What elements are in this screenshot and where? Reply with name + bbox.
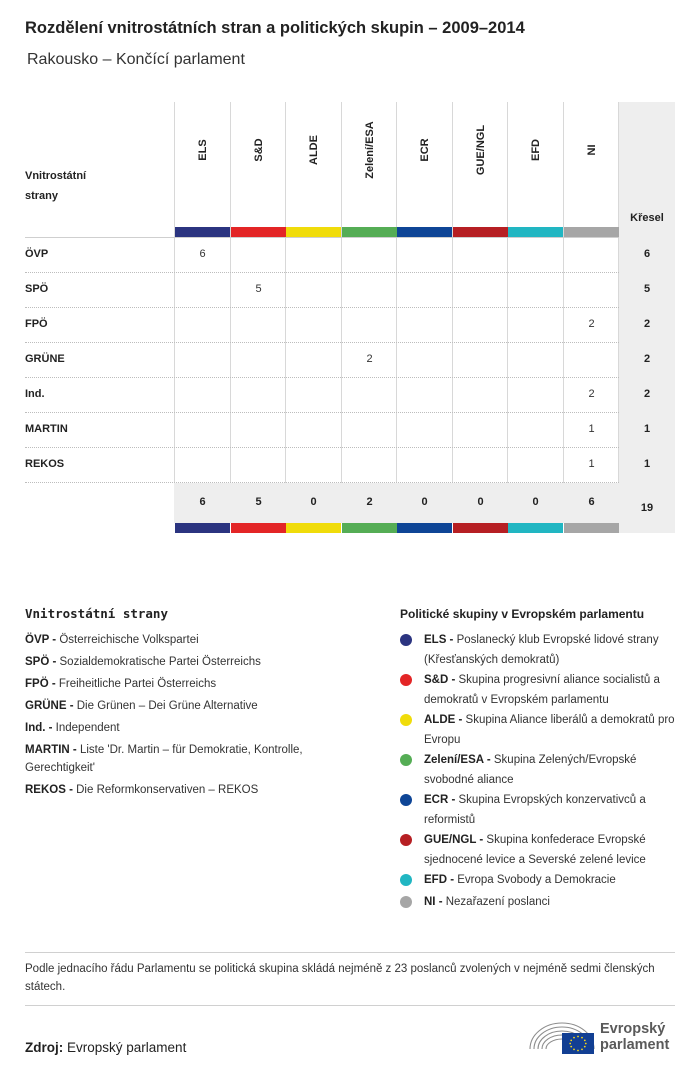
national-party-name: Liste 'Dr. Martin – für Demokratie, Kontrolle, Gerechtigkeit' xyxy=(25,744,303,774)
party-row-label: FPÖ xyxy=(25,318,48,330)
group-header-label: Zelení/ESA xyxy=(363,121,376,179)
group-color-bar xyxy=(286,227,341,237)
national-party-name: Die Reformkonservativen – REKOS xyxy=(76,784,259,796)
row-divider xyxy=(25,377,619,378)
group-header-label: NI xyxy=(585,144,598,156)
header-divider xyxy=(25,237,619,238)
table-cell: 1 xyxy=(588,458,595,470)
national-party-name: Independent xyxy=(55,722,120,734)
political-group-abbr: Zelení/ESA - xyxy=(424,754,494,766)
political-group-text xyxy=(424,750,680,790)
party-seats: 2 xyxy=(643,353,651,365)
row-divider xyxy=(25,447,619,448)
group-color-bar xyxy=(453,227,508,237)
political-group-item xyxy=(400,710,680,750)
political-group-text xyxy=(424,830,680,870)
party-seats: 2 xyxy=(643,388,651,400)
group-color-dot xyxy=(400,874,412,886)
source-line xyxy=(25,1040,186,1055)
grand-total: 19 xyxy=(640,502,654,514)
national-party-abbr: FPÖ - xyxy=(25,678,59,690)
group-color-bar xyxy=(564,227,619,237)
political-group-name: Skupina Evropských konzervativců a reformistů xyxy=(424,794,646,826)
table-cell: 2 xyxy=(588,388,595,400)
row-divider xyxy=(25,272,619,273)
table-cell: 6 xyxy=(199,248,206,260)
group-color-dot xyxy=(400,794,412,806)
national-party-abbr: SPÖ - xyxy=(25,656,60,668)
political-group-abbr: ALDE - xyxy=(424,714,466,726)
group-color-bar xyxy=(508,227,563,237)
group-color-bar-bottom xyxy=(342,523,397,533)
party-row-label: Ind. xyxy=(25,388,45,400)
group-total: 0 xyxy=(477,496,484,508)
national-party-abbr: GRÜNE - xyxy=(25,700,77,712)
group-header-label: S&D xyxy=(252,138,265,162)
group-total: 0 xyxy=(310,496,317,508)
party-row-label: MARTIN xyxy=(25,423,68,435)
group-color-bar-bottom xyxy=(175,523,230,533)
group-color-bar xyxy=(175,227,230,237)
page-subtitle: Rakousko – Končící parlament xyxy=(27,51,245,68)
source-value: Evropský parlament xyxy=(67,1040,187,1055)
group-color-dot xyxy=(400,634,412,646)
group-header-label: ECR xyxy=(418,138,431,162)
political-group-abbr: GUE/NGL - xyxy=(424,834,487,846)
group-header-label: GUE/NGL xyxy=(474,124,487,176)
national-party-item xyxy=(25,741,345,777)
group-color-dot xyxy=(400,896,412,908)
political-group-abbr: NI - xyxy=(424,896,446,908)
political-group-item xyxy=(400,670,680,710)
political-groups-legend-title: Politické skupiny v Evropském parlamentu xyxy=(400,607,645,621)
group-total: 6 xyxy=(588,496,595,508)
group-color-bar-bottom xyxy=(508,523,563,533)
national-party-item xyxy=(25,675,345,693)
group-color-bar-bottom xyxy=(231,523,286,533)
political-group-item xyxy=(400,892,680,912)
political-group-abbr: S&D - xyxy=(424,674,459,686)
national-party-item xyxy=(25,781,345,799)
table-cell: 5 xyxy=(255,283,262,295)
political-group-name: Evropa Svobody a Demokracie xyxy=(457,874,616,886)
national-party-item xyxy=(25,631,345,649)
political-group-name: Skupina Zelených/Evropské svobodné aliance xyxy=(424,754,637,786)
political-group-text xyxy=(424,710,680,750)
political-group-text xyxy=(424,630,680,670)
party-seats: 5 xyxy=(643,283,651,295)
row-divider xyxy=(25,307,619,308)
logo-line2: parlament xyxy=(600,1037,670,1053)
page-title: Rozdělení vnitrostátních stran a politických skupin – 2009–2014 xyxy=(25,19,525,37)
national-party-abbr: REKOS - xyxy=(25,784,77,796)
political-group-name: Poslanecký klub Evropské lidové strany (Křesťanských demokratů) xyxy=(424,634,659,666)
group-color-dot xyxy=(400,834,412,846)
party-row-label: GRÜNE xyxy=(25,353,65,365)
group-total: 0 xyxy=(421,496,428,508)
group-header-8 xyxy=(564,102,619,222)
political-group-text xyxy=(424,892,680,912)
national-party-abbr: MARTIN - xyxy=(25,744,80,756)
political-group-abbr: EFD - xyxy=(424,874,458,886)
group-color-bar-bottom xyxy=(286,523,341,533)
group-header-5 xyxy=(397,102,452,222)
group-color-bar xyxy=(342,227,397,237)
group-color-bar-bottom xyxy=(397,523,452,533)
group-header-3 xyxy=(286,102,341,222)
political-group-item xyxy=(400,830,680,870)
national-party-item xyxy=(25,719,345,737)
table-cell: 2 xyxy=(366,353,373,365)
row-divider xyxy=(25,412,619,413)
group-header-7 xyxy=(508,102,563,222)
national-party-name: Österreichische Volkspartei xyxy=(59,634,199,646)
political-group-abbr: ECR - xyxy=(424,794,459,806)
group-color-bar-bottom xyxy=(564,523,619,533)
political-group-name: Skupina progresivní aliance socialistů a demokratů v Evropském parlamentu xyxy=(424,674,660,706)
row-divider xyxy=(25,342,619,343)
party-seats: 1 xyxy=(643,458,651,470)
footnote: Podle jednacího řádu Parlamentu se politická skupina skládá nejméně z 23 poslanců zvolených v nejméně sedmi členských státech. xyxy=(25,963,655,993)
group-total: 2 xyxy=(366,496,373,508)
seats-header: Křesel xyxy=(630,212,664,224)
group-color-dot xyxy=(400,674,412,686)
group-header-4 xyxy=(342,102,397,222)
group-color-dot xyxy=(400,714,412,726)
group-header-6 xyxy=(453,102,508,222)
national-party-abbr: ÖVP - xyxy=(25,634,60,646)
group-total: 0 xyxy=(532,496,539,508)
hemicycle-icon xyxy=(528,1015,596,1055)
political-group-item xyxy=(400,630,680,670)
footer-divider xyxy=(25,952,675,953)
logo-text xyxy=(600,1021,669,1053)
group-header-label: ELS xyxy=(196,139,209,161)
group-total: 5 xyxy=(255,496,262,508)
political-group-text xyxy=(424,670,680,710)
political-group-item xyxy=(400,790,680,830)
political-group-name: Nezařazení poslanci xyxy=(445,896,550,908)
party-seats: 2 xyxy=(643,318,651,330)
group-color-bar xyxy=(397,227,452,237)
political-group-text xyxy=(424,790,680,830)
party-row-label: ÖVP xyxy=(25,248,49,260)
row-divider xyxy=(25,482,619,483)
national-parties-header: Vnitrostátní strany xyxy=(25,170,87,202)
group-color-bar xyxy=(231,227,286,237)
political-group-abbr: ELS - xyxy=(424,634,457,646)
group-color-dot xyxy=(400,754,412,766)
party-row-label: SPÖ xyxy=(25,283,49,295)
political-group-text xyxy=(424,870,680,890)
source-label: Zdroj: xyxy=(25,1040,64,1055)
table-cell: 2 xyxy=(588,318,595,330)
national-party-name: Sozialdemokratische Partei Österreichs xyxy=(59,656,261,668)
political-group-item xyxy=(400,870,680,890)
group-header-label: EFD xyxy=(529,139,542,161)
political-group-name: Skupina konfederace Evropské sjednocené levice a Severské zelené levice xyxy=(424,834,646,866)
party-seats: 1 xyxy=(643,423,651,435)
party-seats: 6 xyxy=(643,248,651,260)
group-header-1 xyxy=(175,102,230,222)
european-parliament-logo xyxy=(528,1015,676,1055)
footer-divider-bottom xyxy=(25,1005,675,1006)
group-total: 6 xyxy=(199,496,206,508)
group-color-bar-bottom xyxy=(453,523,508,533)
political-group-name: Skupina Aliance liberálů a demokratů pro Evropu xyxy=(424,714,675,746)
national-party-item xyxy=(25,697,345,715)
party-row-label: REKOS xyxy=(25,458,65,470)
group-header-label: ALDE xyxy=(307,135,320,165)
table-cell: 1 xyxy=(588,423,595,435)
logo-line1: Evropský xyxy=(600,1021,666,1037)
national-party-item xyxy=(25,653,345,671)
political-group-item xyxy=(400,750,680,790)
national-party-name: Freiheitliche Partei Österreichs xyxy=(58,678,217,690)
national-party-abbr: Ind. - xyxy=(25,722,56,734)
national-party-name: Die Grünen – Dei Grüne Alternative xyxy=(76,700,258,712)
group-header-2 xyxy=(231,102,286,222)
national-parties-legend-title: Vnitrostátní strany xyxy=(25,606,168,621)
